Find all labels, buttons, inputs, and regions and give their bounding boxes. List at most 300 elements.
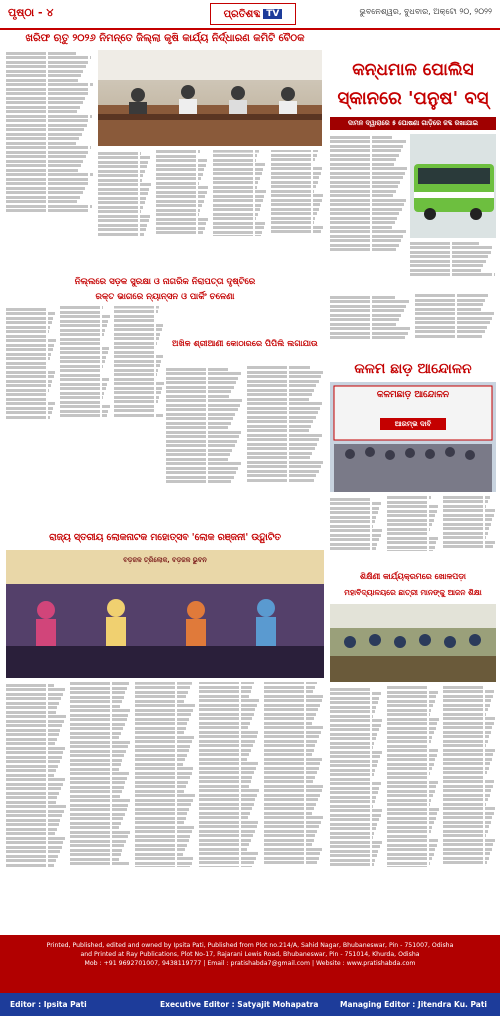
text-line <box>6 828 57 831</box>
text-line <box>443 740 487 743</box>
text-line <box>415 299 485 302</box>
text-line <box>70 696 123 699</box>
text-line <box>330 841 382 844</box>
text-line <box>135 785 186 788</box>
text-line <box>166 480 231 483</box>
text-line <box>264 839 314 842</box>
a2-body-col2 <box>410 240 496 292</box>
text-line <box>443 536 486 539</box>
text-line <box>199 690 250 693</box>
text-line <box>387 704 433 707</box>
text-line <box>166 458 228 461</box>
text-line <box>6 760 60 763</box>
text-line <box>199 843 249 846</box>
text-line <box>70 700 121 703</box>
text-line <box>199 771 254 774</box>
text-line <box>6 101 83 104</box>
text-line <box>135 749 189 752</box>
text-line <box>6 715 66 718</box>
text-line <box>247 380 319 383</box>
text-line <box>135 758 185 761</box>
text-line <box>60 342 101 345</box>
text-line <box>6 330 49 333</box>
text-line <box>6 765 58 768</box>
text-line <box>264 699 322 702</box>
text-line <box>247 461 323 464</box>
text-line <box>410 273 495 276</box>
text-line <box>166 422 231 425</box>
text-line <box>330 534 381 537</box>
text-line <box>330 212 399 215</box>
a1-headline: ଖରିଫ ଋତୁ ୨୦୨୬ ନିମନ୍ତେ ଜିଲ୍ଲା କୃଷି କାର୍ଯ୍ୟ ନିର୍ଦ୍ଧାରଣ କମିଟି ବୈଠକ <box>6 31 324 47</box>
a6-headline-2: ମହାବିଦ୍ୟାଳୟରେ ଛାତ୍ରୀ ମାନଙ୍କୁ ଆଜନ ଶିକ୍ଷା <box>330 586 496 600</box>
meeting-photo <box>98 50 322 146</box>
text-line <box>60 329 105 332</box>
text-line <box>135 713 191 716</box>
text-line <box>6 187 85 190</box>
text-line <box>199 816 248 819</box>
text-line <box>60 351 108 354</box>
text-line <box>387 510 437 513</box>
text-line <box>6 79 78 82</box>
text-line <box>135 709 193 712</box>
brand-tv: TV <box>263 9 282 19</box>
text-line <box>114 319 155 322</box>
a3-headline-1: ନିଲ୍ଲରେ ସଡ଼କ ସୁରକ୍ଷା ଓ ନାଗରିକ ନିରାପତ୍ତା ଦୃଷ୍ଟିରେ <box>6 276 324 288</box>
text-line <box>6 371 55 374</box>
text-line <box>6 173 93 176</box>
text-line <box>199 735 256 738</box>
text-line <box>60 414 107 417</box>
text-line <box>70 682 129 685</box>
text-line <box>330 525 373 528</box>
text-line <box>213 177 260 180</box>
text-line <box>264 785 324 788</box>
text-line <box>271 167 323 170</box>
text-line <box>387 799 432 802</box>
text-line <box>264 753 312 756</box>
text-line <box>114 414 163 417</box>
text-line <box>443 821 490 824</box>
text-line <box>443 767 488 770</box>
text-line <box>199 785 249 788</box>
text-line <box>443 726 492 729</box>
text-line <box>330 300 409 303</box>
text-line <box>443 843 493 846</box>
text-line <box>387 727 436 730</box>
text-line <box>156 186 209 189</box>
text-line <box>114 333 160 336</box>
text-line <box>6 196 80 199</box>
text-line <box>166 453 230 456</box>
text-line <box>247 366 310 369</box>
text-line <box>330 859 375 862</box>
text-line <box>70 768 118 771</box>
text-line <box>410 242 479 245</box>
text-line <box>330 332 408 335</box>
text-line <box>415 312 494 315</box>
text-line <box>443 708 488 711</box>
text-line <box>70 777 127 780</box>
text-line <box>410 269 481 272</box>
text-line <box>6 774 54 777</box>
text-line <box>166 417 233 420</box>
text-line <box>330 190 396 193</box>
text-line <box>387 749 439 752</box>
text-line <box>199 744 253 747</box>
text-line <box>156 227 205 230</box>
text-line <box>166 408 238 411</box>
text-line <box>6 720 64 723</box>
text-line <box>6 416 50 419</box>
text-line <box>70 709 130 712</box>
text-line <box>330 140 406 143</box>
text-line <box>6 160 83 163</box>
text-line <box>443 825 489 828</box>
text-line <box>330 203 404 206</box>
text-line <box>6 846 62 849</box>
text-line <box>330 827 376 830</box>
text-line <box>271 203 321 206</box>
text-line <box>330 800 375 803</box>
text-line <box>70 772 129 775</box>
text-line <box>443 830 487 833</box>
text-line <box>247 402 322 405</box>
text-line <box>135 808 189 811</box>
text-line <box>70 732 121 735</box>
text-line <box>271 194 324 197</box>
text-line <box>387 709 432 712</box>
text-line <box>387 862 431 865</box>
text-line <box>199 861 254 864</box>
text-line <box>135 700 185 703</box>
text-line <box>156 159 208 162</box>
a7-headline: ରାଜ୍ୟ ସ୍ତରୀୟ ଲୋକନାଟକ ମହୋତ୍ସବ 'ଲୋକ ରଞ୍ଜନୀ' ଉଦ୍ଘାଟିତ <box>6 530 324 546</box>
text-line <box>60 306 103 309</box>
text-line <box>199 708 255 711</box>
text-line <box>60 401 101 404</box>
text-line <box>156 173 203 176</box>
text-line <box>98 233 144 236</box>
text-line <box>330 782 381 785</box>
text-line <box>213 190 266 193</box>
text-line <box>213 181 258 184</box>
text-line <box>264 767 319 770</box>
text-line <box>410 260 486 263</box>
text-line <box>98 197 146 200</box>
text-line <box>415 294 488 297</box>
text-line <box>6 684 54 687</box>
text-line <box>6 832 55 835</box>
text-line <box>70 795 120 798</box>
text-line <box>264 708 318 711</box>
text-line <box>443 749 495 752</box>
text-line <box>156 200 204 203</box>
text-line <box>6 200 77 203</box>
text-line <box>410 246 493 249</box>
text-line <box>70 862 129 865</box>
text-line <box>330 167 407 170</box>
text-line <box>70 844 124 847</box>
a2-headline-1: କନ୍ଧମାଳ ପୋଲିସ <box>330 58 496 82</box>
text-line <box>135 790 185 793</box>
text-line <box>387 505 439 508</box>
text-line <box>135 803 191 806</box>
text-line <box>330 248 396 251</box>
text-line <box>330 511 378 514</box>
text-line <box>264 695 324 698</box>
text-line <box>387 700 435 703</box>
text-line <box>387 501 430 504</box>
text-line <box>6 169 78 172</box>
text-line <box>60 360 105 363</box>
text-line <box>330 764 377 767</box>
text-line <box>387 523 432 526</box>
imprint-line-1: Printed, Published, edited and owned by Ipsita Pati, Published from Plot no.214/A, Sahid Nagar, Bhubaneswar, Pin - 751007, Odisha <box>46 942 454 949</box>
text-line <box>135 704 195 707</box>
text-line <box>443 527 489 530</box>
text-line <box>264 704 320 707</box>
text-line <box>213 168 263 171</box>
a5-banner-sub: ଆରମ୍ଭ ଦାବି <box>380 418 446 430</box>
text-line <box>443 852 490 855</box>
text-line <box>114 391 161 394</box>
text-line <box>6 841 63 844</box>
text-line <box>98 210 141 213</box>
text-line <box>135 776 190 779</box>
text-line <box>70 822 121 825</box>
text-line <box>60 392 104 395</box>
text-line <box>264 776 315 779</box>
text-line <box>387 731 434 734</box>
text-line <box>330 296 395 299</box>
text-line <box>387 532 429 535</box>
text-line <box>410 251 491 254</box>
text-line <box>247 452 312 455</box>
text-line <box>135 736 194 739</box>
text-line <box>264 717 315 720</box>
text-line <box>330 706 376 709</box>
text-line <box>199 695 249 698</box>
text-line <box>264 834 316 837</box>
text-line <box>387 821 434 824</box>
text-line <box>114 351 154 354</box>
text-line <box>330 796 376 799</box>
text-line <box>98 165 147 168</box>
text-line <box>70 858 118 861</box>
text-line <box>6 855 58 858</box>
a6-body <box>330 686 496 930</box>
text-line <box>199 825 256 828</box>
text-line <box>387 812 438 815</box>
text-line <box>264 848 323 851</box>
text-line <box>213 186 257 189</box>
text-line <box>135 857 194 860</box>
text-line <box>330 724 381 727</box>
text-line <box>247 429 309 432</box>
issue-date: ଭୁବନେଶ୍ୱର, ବୁଧବାର, ଅକ୍ଟୋ ୨୦, ୨୦୨୨ <box>359 7 492 16</box>
text-line <box>330 746 373 749</box>
executive-editor: Executive Editor : Satyajit Mohapatra <box>160 1000 319 1009</box>
text-line <box>387 713 430 716</box>
text-line <box>6 70 83 73</box>
text-line <box>114 342 157 345</box>
text-line <box>199 749 251 752</box>
text-line <box>6 711 56 714</box>
text-line <box>135 691 188 694</box>
text-line <box>199 726 248 729</box>
text-line <box>114 346 156 349</box>
text-line <box>264 780 314 783</box>
text-line <box>6 308 46 311</box>
text-line <box>6 850 60 853</box>
text-line <box>271 158 315 161</box>
text-line <box>6 74 81 77</box>
text-line <box>6 191 83 194</box>
text-line <box>247 465 321 468</box>
text-line <box>387 686 429 689</box>
text-line <box>156 209 201 212</box>
text-line <box>213 154 257 157</box>
text-line <box>330 199 406 202</box>
text-line <box>415 326 487 329</box>
text-line <box>6 411 52 414</box>
text-line <box>330 217 397 220</box>
text-line <box>114 409 155 412</box>
text-line <box>387 844 437 847</box>
text-line <box>330 769 375 772</box>
text-line <box>330 336 405 339</box>
text-line <box>70 781 125 784</box>
text-line <box>387 781 438 784</box>
text-line <box>264 825 320 828</box>
text-line <box>6 747 65 750</box>
text-line <box>271 199 322 202</box>
text-line <box>271 217 316 220</box>
text-line <box>443 857 488 860</box>
text-line <box>70 826 119 829</box>
text-line <box>60 369 102 372</box>
text-line <box>135 826 194 829</box>
text-line <box>330 498 372 501</box>
text-line <box>330 710 375 713</box>
text-line <box>387 528 431 531</box>
text-line <box>70 718 126 721</box>
text-line <box>387 826 433 829</box>
text-line <box>330 176 403 179</box>
text-line <box>6 335 47 338</box>
text-line <box>387 839 439 842</box>
text-line <box>199 704 257 707</box>
text-line <box>443 699 491 702</box>
festival-photo <box>6 550 324 678</box>
text-line <box>70 786 123 789</box>
a5-banner-title: କଳମଛାଡ଼ ଆନ୍ଦୋଳନ <box>376 390 450 400</box>
text-line <box>70 741 129 744</box>
text-line <box>410 255 488 258</box>
text-line <box>330 787 379 790</box>
text-line <box>70 790 121 793</box>
text-line <box>415 317 492 320</box>
text-line <box>199 722 250 725</box>
text-line <box>135 853 183 856</box>
text-line <box>330 755 380 758</box>
text-line <box>114 405 156 408</box>
text-line <box>247 425 311 428</box>
text-line <box>70 754 124 757</box>
text-line <box>387 772 431 775</box>
text-line <box>415 330 485 333</box>
text-line <box>135 767 194 770</box>
text-line <box>443 744 486 747</box>
text-line <box>247 474 316 477</box>
text-line <box>264 771 317 774</box>
text-line <box>6 366 47 369</box>
text-line <box>6 83 93 86</box>
text-line <box>387 817 436 820</box>
text-line <box>443 834 486 837</box>
text-line <box>98 192 148 195</box>
a4-body <box>166 366 324 526</box>
text-line <box>114 364 160 367</box>
text-line <box>199 780 250 783</box>
text-line <box>135 799 193 802</box>
text-line <box>135 848 185 851</box>
text-line <box>6 688 65 691</box>
text-line <box>6 380 52 383</box>
text-line <box>199 762 258 765</box>
text-line <box>6 209 90 212</box>
text-line <box>135 754 187 757</box>
text-line <box>443 803 486 806</box>
imprint-line-2: and Printed at Ray Publications, Plot No-17, Rajarani Lewis Road, Bhubaneswar, Pin - 751014, Khurda, Odisha <box>80 951 420 958</box>
text-line <box>166 381 236 384</box>
text-line <box>70 853 120 856</box>
text-line <box>6 738 57 741</box>
text-line <box>330 244 399 247</box>
text-line <box>166 467 238 470</box>
text-line <box>387 763 434 766</box>
text-line <box>387 736 433 739</box>
text-line <box>60 387 106 390</box>
text-line <box>330 543 377 546</box>
text-line <box>330 529 382 532</box>
text-line <box>387 546 435 549</box>
a1-body-cols <box>98 150 324 268</box>
text-line <box>271 154 317 157</box>
text-line <box>415 308 481 311</box>
text-line <box>135 821 184 824</box>
text-line <box>443 514 494 517</box>
text-line <box>60 311 101 314</box>
text-line <box>271 212 318 215</box>
text-line <box>443 785 492 788</box>
a5-body <box>330 496 496 568</box>
text-line <box>6 805 66 808</box>
text-line <box>247 375 321 378</box>
text-line <box>387 718 439 721</box>
text-line <box>6 823 59 826</box>
text-line <box>135 862 192 865</box>
text-line <box>166 426 228 429</box>
editor-name: Editor : Ipsita Pati <box>10 1000 87 1009</box>
text-line <box>6 702 59 705</box>
text-line <box>247 434 322 437</box>
text-line <box>60 410 108 413</box>
text-line <box>98 188 149 191</box>
text-line <box>264 762 321 765</box>
text-line <box>6 137 79 140</box>
